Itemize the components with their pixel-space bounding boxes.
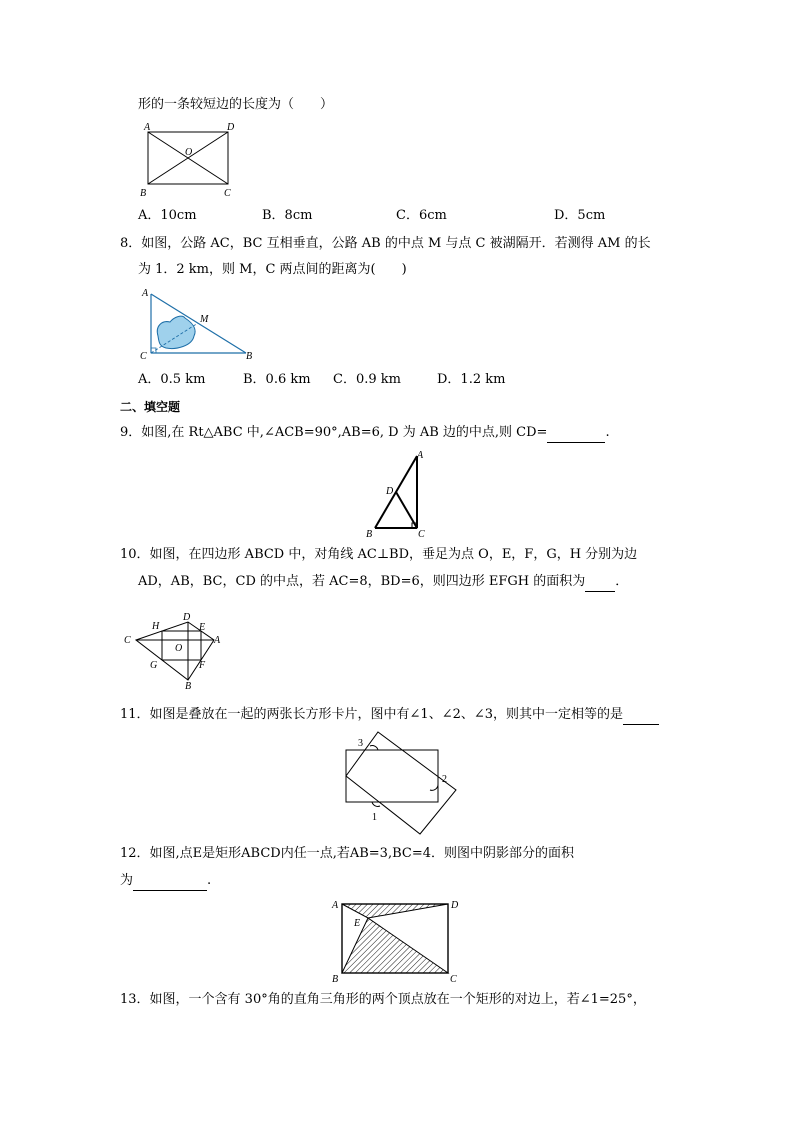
q11-angle-1-label: 1	[372, 812, 377, 823]
q12-label-c: C	[450, 974, 457, 985]
q12-line1: 12．如图,点E是矩形ABCD内任一点,若AB=3,BC=4．则图中阴影部分的面积	[120, 846, 574, 861]
q13-line1: 13．如图，一个含有 30°角的直角三角形的两个顶点放在一个矩形的对边上，若∠1=25°，	[120, 992, 646, 1007]
q9-label-d: D	[386, 486, 394, 497]
q12-answer-blank[interactable]	[133, 872, 207, 891]
q10-label-h: H	[152, 621, 160, 632]
q7-option-a: A．10cm	[138, 208, 197, 223]
q7-label-d: D	[227, 122, 235, 133]
q7-label-o: O	[185, 147, 193, 158]
section-fill-in-heading: 二、填空题	[120, 400, 181, 414]
q10-line2	[138, 573, 628, 592]
q9-answer-blank[interactable]	[547, 424, 605, 443]
q9-text	[120, 424, 610, 443]
q8-label-a: A	[142, 288, 149, 299]
q12-label-d: D	[451, 900, 459, 911]
q7-label-a: A	[144, 122, 151, 133]
q11-angle-2-label: 2	[442, 774, 447, 785]
q8-lake-figure	[138, 284, 262, 364]
q11-answer-blank[interactable]	[623, 706, 659, 725]
q9-label-c: C	[418, 529, 425, 540]
q7-option-c: C．6cm	[396, 208, 447, 223]
q10-line2-before: AD，AB，BC，CD 的中点，若 AC=8，BD=6，则四边形 EFGH 的面积为	[138, 574, 586, 589]
q9-label-b: B	[366, 529, 373, 540]
q7-label-c: C	[224, 188, 231, 199]
q10-label-e: E	[199, 622, 206, 633]
q11-text	[120, 706, 659, 725]
q7-option-b: B．8cm	[262, 208, 313, 223]
q11-angle-3-label: 3	[358, 738, 363, 749]
q7-rectangle-figure	[138, 118, 248, 200]
q12-label-a: A	[332, 900, 339, 911]
q12-line2-after: .	[207, 873, 212, 888]
q10-answer-blank[interactable]	[585, 573, 615, 592]
q8-option-a: A．0.5 km	[138, 372, 206, 387]
q12-rectangle-figure	[330, 896, 464, 984]
q10-label-o: O	[175, 643, 183, 654]
q9-text-after: .	[605, 425, 610, 440]
q10-label-a: A	[214, 635, 221, 646]
q12-line2-before: 为	[120, 873, 134, 888]
q8-line1: 8．如图，公路 AC，BC 互相垂直，公路 AB 的中点 M 与点 C 被湖隔开．若测得 AM 的长	[120, 236, 651, 251]
q8-label-c: C	[140, 351, 147, 362]
q8-line2: 为 1．2 km，则 M，C 两点间的距离为( )	[138, 262, 407, 277]
q11-text-before: 11．如图是叠放在一起的两张长方形卡片，图中有∠1、∠2、∠3，则其中一定相等的是	[120, 707, 624, 722]
q10-quadrilateral-figure	[120, 610, 226, 692]
q9-triangle-figure	[364, 448, 436, 540]
q10-label-d: D	[183, 612, 191, 623]
q12-label-e: E	[354, 918, 361, 929]
q7-option-d: D．5cm	[554, 208, 606, 223]
q11-cards-figure	[344, 730, 456, 834]
q8-option-d: D．1.2 km	[437, 372, 506, 387]
q10-label-f: F	[199, 660, 206, 671]
q7-text: 形的一条较短边的长度为（ ）	[138, 97, 334, 112]
q8-option-b: B．0.6 km	[243, 372, 311, 387]
q8-label-m: M	[200, 314, 209, 325]
q12-label-b: B	[332, 974, 339, 985]
q10-label-g: G	[150, 660, 158, 671]
q8-label-b: B	[246, 351, 253, 362]
q9-text-before: 9．如图,在 Rt△ABC 中,∠ACB=90°,AB=6, D 为 AB 边的中点,则 CD=	[120, 425, 548, 440]
q10-line2-after: ．	[615, 574, 629, 589]
q10-label-b: B	[185, 681, 192, 692]
q7-label-b: B	[140, 188, 147, 199]
q10-line1: 10．如图，在四边形 ABCD 中，对角线 AC⊥BD，垂足为点 O，E，F，G，H 分别为边	[120, 547, 638, 562]
q12-line2	[120, 872, 211, 891]
q10-label-c: C	[124, 635, 131, 646]
q9-label-a: A	[417, 450, 424, 461]
q8-option-c: C．0.9 km	[333, 372, 401, 387]
